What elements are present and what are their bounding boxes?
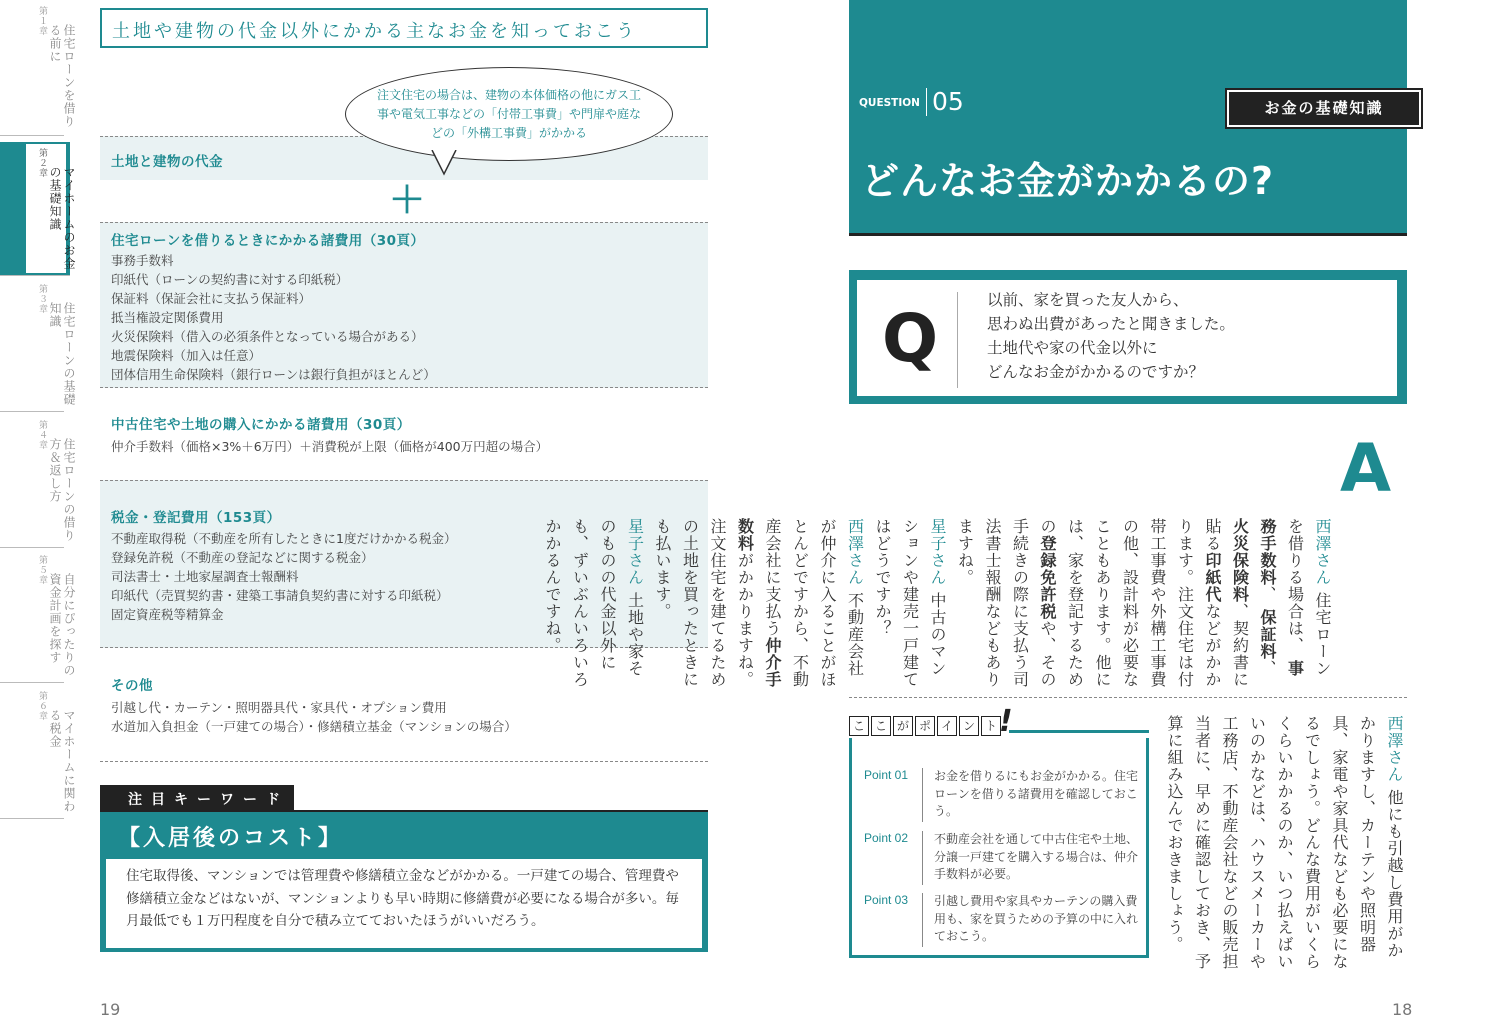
header-char: こ <box>849 716 869 736</box>
answer-segment: を借りる場合は、 <box>1285 518 1305 654</box>
question-line: 以前、家を買った友人から、 <box>987 291 1189 309</box>
answer-segment: 他にも引越し費用がかかりますし、カーテンや照明器具、家電や家具代なども必要になるでしょう。どんな費用がいくらくらいかかるのか、いつ払えばいいのかなどは、ハウスメーカーや工務店、不動産会社などの販売担当者に、早めに確認しておき、予算に組み込んでおきましょう。 <box>1165 715 1404 970</box>
page-number-left: 19 <box>100 1000 121 1019</box>
question-line: どんなお金がかかるのですか？ <box>987 363 1205 381</box>
chapter-label: 第５章 <box>37 555 47 585</box>
other-list <box>111 698 517 736</box>
used-home-section <box>100 400 708 470</box>
chapter-label: 第６章 <box>37 691 47 721</box>
chapter-title: 住宅ローンを借りる前に <box>48 24 76 128</box>
point-text: 引越し費用や家具やカーテンの購入費用も、家を買うための予算の中に入れておこう。 <box>934 894 1139 943</box>
chapter-label: 第３章 <box>37 284 47 314</box>
list-item: 不動産取得税（不動産を所有したときに1度だけかかる税金） <box>111 531 457 546</box>
list-item: 水道加入負担金（一戸建ての場合）・修繕積立基金（マンションの場合） <box>111 719 517 734</box>
chapter-title: 住宅ローンの基礎知識 <box>48 302 76 406</box>
question-line: 土地代や家の代金以外に <box>987 339 1158 357</box>
bubble-tail-icon <box>430 150 470 180</box>
keyword-title: 【入居後のコスト】 <box>118 826 344 851</box>
header-char: ト <box>981 716 1001 736</box>
page-number-right: 18 <box>1392 1000 1413 1019</box>
chapter-tab-4[interactable] <box>0 414 76 548</box>
land-building-title: 土地と建物の代金 <box>111 154 223 170</box>
list-item: 仲介手数料（価格×3%＋6万円）＋消費税が上限（価格が400万円超の場合） <box>111 439 549 454</box>
question-text <box>987 288 1235 384</box>
list-item: 印紙代（売買契約書・建築工事請負契約書に対する印紙税） <box>111 588 449 603</box>
point-label: Point 01 <box>864 768 909 782</box>
divider <box>957 292 958 388</box>
list-item: 固定資産税等精算金 <box>111 607 224 622</box>
point-text: 不動産会社を通して中古住宅や土地、分譲一戸建てを購入する場合は、仲介手数料が必要。 <box>934 832 1139 881</box>
list-item: 登録免許税（不動産の登記などに関する税金） <box>111 550 374 565</box>
bubble-text: 注文住宅の場合は、建物の本体価格の他にガス工事や電気工事などの「付帯工事費」や門扉や庭などの「外構工事費」がかかる <box>376 87 641 140</box>
speech-bubble <box>345 67 673 161</box>
list-item: 事務手数料 <box>111 253 174 268</box>
plus-icon: ＋ <box>389 180 426 221</box>
answer-segment: 土地や家そのものの代金以外にも、ずいぶんいろいろかかるんですね。 <box>543 518 645 688</box>
used-home-title: 中古住宅や土地の購入にかかる諸費用（30頁） <box>111 417 411 433</box>
chapter-tab-3[interactable] <box>0 278 76 412</box>
a-letter: A <box>1340 430 1392 507</box>
category-tag: お金の基礎知識 <box>1227 90 1421 127</box>
chapter-tab-2-active[interactable] <box>0 142 76 276</box>
list-item: 地震保険料（加入は任意） <box>111 348 262 363</box>
other-section <box>100 660 708 762</box>
keyword-body: 住宅取得後、マンションでは管理費や修繕積立金などがかかる。一戸建ての場合、管理費や修繕積立金などはないが、マンションよりも早い時期に修繕費が必要になる場合が多い。毎月最低でも１万円程度を自分で積み立てておいたほうがいいだろう。 <box>106 859 702 948</box>
chapter-tab-5[interactable] <box>0 549 76 683</box>
answer-segment: がかかりますね。注文住宅を建てるための土地を買ったときにも払います。 <box>653 518 755 688</box>
answer-segment: 、契約書に貼る <box>1203 518 1250 688</box>
keyword-kasai: 火災保険料 <box>1230 518 1250 603</box>
used-home-list <box>111 437 548 456</box>
question-number: 05 <box>932 87 964 116</box>
tax-list <box>111 529 456 624</box>
chapter-nav <box>0 0 76 820</box>
list-item: 司法書士・土地家屋調査士報酬料 <box>111 569 299 584</box>
keyword-box <box>100 810 708 952</box>
header-char: ン <box>959 716 979 736</box>
speaker-nishizawa: 西澤さん <box>1385 715 1404 783</box>
answer-segment: や、その手続きの際に支払う司法書士報酬などもありますね。 <box>955 518 1057 688</box>
list-item: 引越し代・カーテン・照明器具代・家具代・オプション費用 <box>111 700 447 715</box>
header-char: ポ <box>915 716 935 736</box>
point-text: お金を借りるにもお金がかかる。住宅ローンを借りる諸費用を確認しておこう。 <box>934 769 1139 818</box>
answer-lower-text <box>1158 715 1408 970</box>
chapter-title: 自分にぴったりの資金計画を探す <box>48 573 76 677</box>
q-letter: Q <box>882 300 939 377</box>
keyword-chukai: 仲介手数料 <box>735 518 782 688</box>
header-char: イ <box>937 716 957 736</box>
loan-costs-list <box>111 251 436 384</box>
header-char: こ <box>871 716 891 736</box>
list-item: 保証料（保証会社に支払う保証料） <box>111 291 312 306</box>
loan-costs-section <box>100 222 708 388</box>
points-box <box>849 738 1149 958</box>
keyword-inshi: 印紙代 <box>1203 552 1222 603</box>
answer-upper-text: 西澤さん 住宅ローン を借りる場合は、 事務手数料、 保証料、 火災保険料、契約書に貼る印紙代などがかかります。注文住宅は付帯工事費や外構工事費の他、設計料が必要なこともあります。他には、家を登記するための登録免許税や、その手続きの際に支払う司法書士報酬などもありますね。 星子さん 中古のマンションや建売一戸建てはどうですか？ 西澤さん 不動産会社が仲介に入ることがほとんどですから、不動産会社に支払う仲介手数料がかかりますね。注文住宅を建てるための土地を買ったときにも払います。 星子さん 土地や家そのものの代金以外にも、ずいぶんいろいろかかるんですね。 <box>543 518 1332 688</box>
chapter-title: 住宅ローンの借り方＆返し方 <box>48 438 76 542</box>
page-title: どんなお金がかかるの? <box>861 159 1275 203</box>
keyword-hosho: 保証料 <box>1258 609 1277 661</box>
answer-segment: などがかかります。注文住宅は付帯工事費や外構工事費の他、設計料が必要なこともあります。他には、家を登記するための <box>1038 518 1222 688</box>
divider <box>849 697 1407 698</box>
point-row <box>864 893 1144 947</box>
chapter-label: 第２章 <box>37 148 47 178</box>
chapter-tab-1[interactable] <box>0 0 76 136</box>
tax-title: 税金・登記費用（153頁） <box>111 510 281 526</box>
section-heading: 土地や建物の代金以外にかかる主なお金を知っておこう <box>100 8 708 48</box>
chapter-tab-6[interactable] <box>0 685 76 819</box>
speaker-nishizawa: 西澤さん <box>1313 518 1332 586</box>
point-row <box>864 768 1144 822</box>
other-title: その他 <box>111 678 153 694</box>
list-item: 火災保険料（借入の必須条件となっている場合がある） <box>111 329 424 344</box>
loan-costs-title: 住宅ローンを借りるときにかかる諸費用（30頁） <box>111 233 425 249</box>
point-row <box>864 831 1144 885</box>
list-item: 団体信用生命保険料（銀行ローンは銀行負担がほとんど） <box>111 367 436 382</box>
divider <box>926 88 927 116</box>
chapter-title: マイホームのお金の基礎知識 <box>48 166 76 270</box>
point-label: Point 02 <box>864 831 909 845</box>
speaker-nishizawa: 西澤さん <box>845 518 865 586</box>
answer-segment: 住宅ローン <box>1313 592 1332 678</box>
keyword-tab: 注目キーワード <box>100 785 294 811</box>
keyword-toroku: 登録免許税 <box>1038 535 1057 620</box>
answer-segment: 不動産会社が仲介に入ることがほとんどですから、不動産会社に支払う <box>763 518 865 688</box>
keyword-jimu: 事務手数料 <box>1258 518 1305 678</box>
list-item: 印紙代（ローンの契約書に対する印紙税） <box>111 272 349 287</box>
points-header <box>849 704 1149 739</box>
question-line: 思わぬ出費があったと聞きました。 <box>987 315 1235 333</box>
list-item: 抵当権設定関係費用 <box>111 310 224 325</box>
chapter-label: 第４章 <box>37 420 47 450</box>
question-hero <box>849 0 1407 236</box>
exclamation-icon: ! <box>999 704 1013 739</box>
point-label: Point 03 <box>864 893 909 907</box>
answer-segment: 中古のマンションや建売一戸建てはどうですか？ <box>873 518 947 688</box>
question-label: QUESTION <box>859 97 920 109</box>
question-box <box>849 270 1407 404</box>
speaker-hoshiko: 星子さん <box>625 518 645 586</box>
speaker-hoshiko: 星子さん <box>928 518 947 586</box>
header-char: が <box>893 716 913 736</box>
chapter-title: マイホームに関わる税金 <box>48 709 76 813</box>
chapter-label: 第１章 <box>37 6 47 36</box>
